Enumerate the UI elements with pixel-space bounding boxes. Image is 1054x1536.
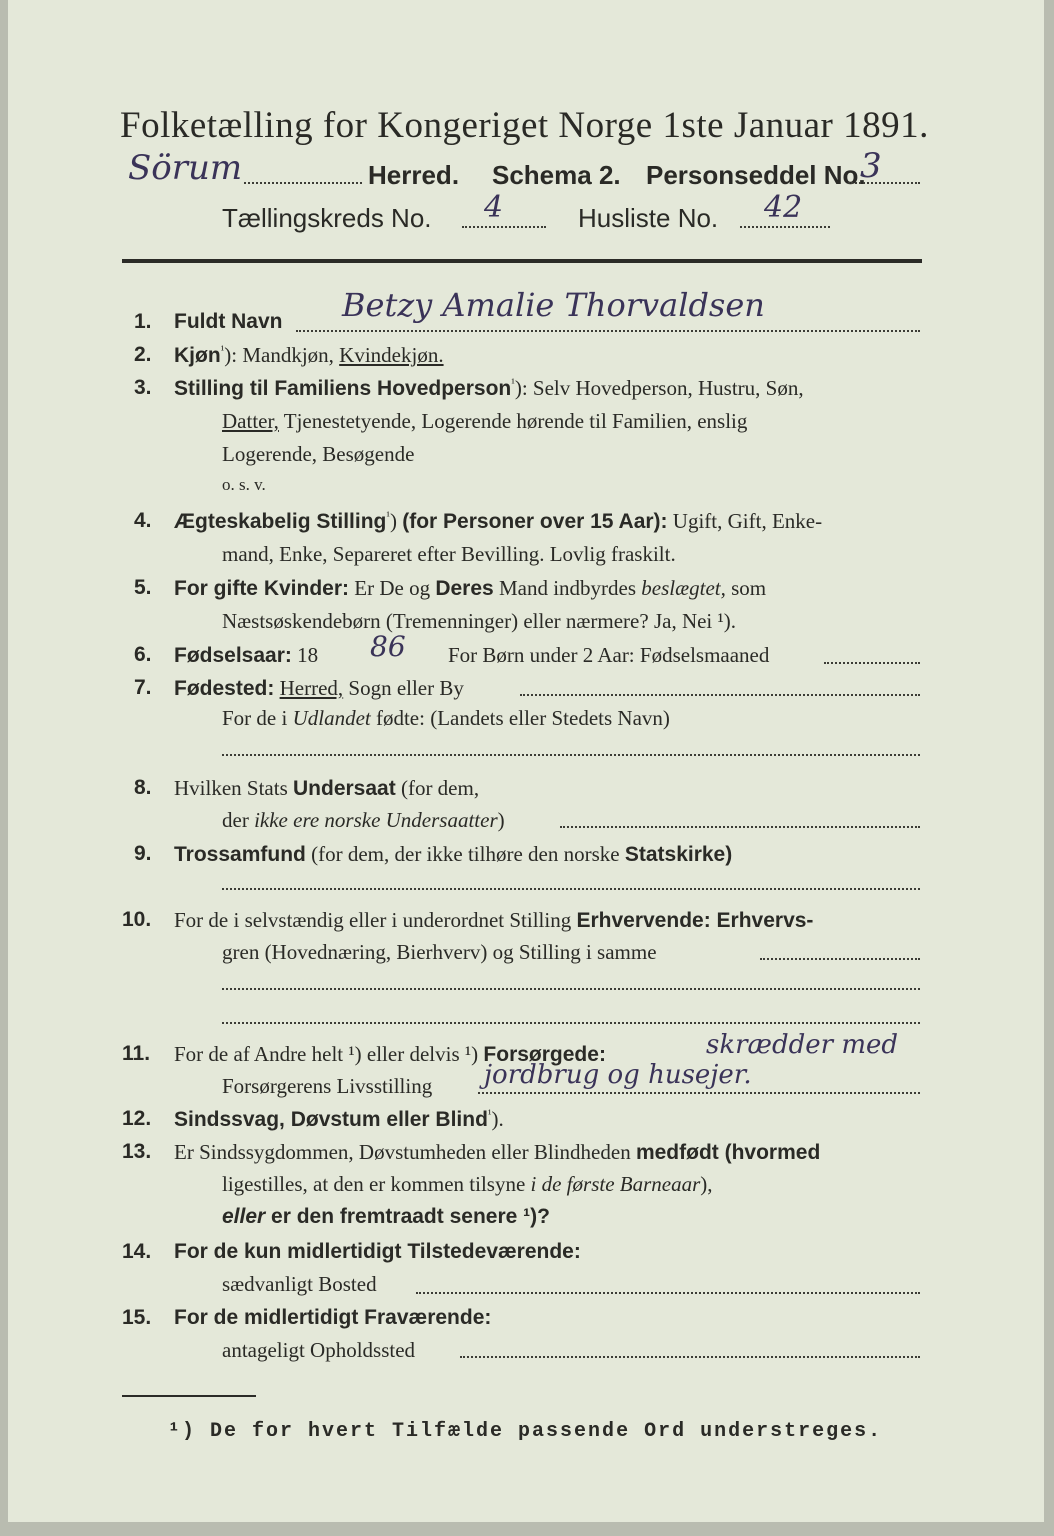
item-8-label-bold: Undersaat (293, 777, 396, 800)
item-4-label: Ægteskabelig Stilling (174, 510, 387, 533)
item-7-abroad-a: For de i (222, 706, 293, 730)
page-bottom-edge (0, 1522, 1054, 1536)
item-4-footnote-mark: ¹ (386, 509, 390, 523)
item-4-options-a: Ugift, Gift, Enke- (667, 509, 823, 533)
item-11-text-a: For de af Andre helt ¹) eller delvis ¹) (174, 1042, 484, 1066)
item-2-selected: Kvindekjøn. (339, 343, 444, 367)
item-5-text-c: Mand indbyrdes (493, 576, 642, 600)
item-14-dotted-line (416, 1292, 920, 1294)
item-8-text: (for dem, (395, 776, 480, 800)
kreds-dotted-line (462, 226, 546, 228)
item-14-number: 14. (122, 1240, 152, 1263)
kreds-label: Tællingskreds No. (222, 203, 432, 233)
item-9-label: Trossamfund (174, 843, 306, 866)
herred-label: Herred. (368, 160, 460, 190)
item-7-line-1 (174, 676, 464, 701)
item-15-label: For de midlertidigt Fraværende: (174, 1306, 492, 1329)
item-13-text-d: i de første Barneaar (530, 1172, 701, 1196)
item-7-answer-line (222, 754, 920, 756)
item-9-text: (for dem, der ikke tilhøre den norske (305, 842, 625, 866)
item-7-abroad-c: fødte: (Landets eller Stedets Navn) (370, 706, 670, 730)
husliste-dotted-line (740, 226, 830, 228)
item-13-text-g: er den fremtraadt senere ¹)? (265, 1205, 550, 1228)
item-10-dotted-line (760, 958, 920, 960)
item-2-text (174, 343, 444, 368)
birth-year-value: 86 (370, 630, 406, 663)
item-10-text-b: Erhvervende: Erhvervs- (576, 909, 814, 932)
item-7-dotted-line (520, 694, 920, 696)
item-3-line-1 (174, 376, 804, 401)
item-4-condition: (for Personer over 15 Aar): (402, 510, 668, 533)
item-10-line-2: gren (Hovednæring, Bierhverv) og Stilling i samme (222, 940, 657, 964)
item-9-text-b: Statskirke) (624, 843, 733, 866)
item-3-line-4: o. s. v. (222, 475, 266, 494)
item-4-paren: ) (389, 509, 403, 533)
item-15-number: 15. (122, 1306, 152, 1329)
item-10-line-1 (174, 908, 813, 933)
item-15-dotted-line (460, 1356, 920, 1358)
item-9-answer-line (222, 888, 920, 890)
item-10-answer-line-1 (222, 988, 920, 990)
item-3-line-3: Logerende, Besøgende (222, 442, 415, 466)
item-6-line-1 (174, 643, 318, 668)
form-title: Folketælling for Kongeriget Norge 1ste Januar 1891. (120, 105, 929, 146)
item-10-answer-line-2 (222, 1022, 920, 1024)
herred-value: Sörum (128, 148, 243, 188)
item-13-text-c: ligestilles, at den er kommen tilsyne (222, 1172, 531, 1196)
item-12-tail: ). (491, 1107, 504, 1131)
personseddel-label: Personseddel No. (646, 160, 866, 190)
item-13-line-2 (222, 1172, 713, 1197)
item-3-footnote-mark: ¹ (511, 376, 515, 390)
item-12-line-1 (174, 1107, 504, 1132)
item-9-line-1 (174, 842, 732, 867)
item-6-dotted-line (824, 662, 920, 664)
item-13-line-3 (222, 1205, 550, 1229)
item-7-label: Fødested: (174, 677, 275, 700)
item-8-dotted-line (560, 826, 920, 828)
husliste-label: Husliste No. (578, 203, 719, 233)
item-12-label: Sindssvag, Døvstum eller Blind (174, 1108, 488, 1131)
item-3-options-a: ): Selv Hovedperson, Hustru, Søn, (514, 376, 804, 400)
item-8-text-c: ) (497, 808, 505, 832)
item-5-number: 5. (134, 576, 152, 599)
item-13-text-f: eller (222, 1205, 266, 1228)
item-7-line-2 (222, 706, 670, 731)
item-7-number: 7. (134, 676, 152, 699)
item-2-footnote-mark: ¹ (220, 343, 225, 357)
item-7-abroad-b: Udlandet (292, 706, 371, 730)
item-13-text-a: Er Sindssygdommen, Døvstumheden eller Blindheden (174, 1140, 636, 1164)
page-right-edge (1044, 0, 1054, 1536)
schema-label: Schema 2. (492, 160, 621, 190)
item-4-line-1 (174, 509, 822, 534)
item-8-text-a: der (222, 808, 255, 832)
item-5-text-d: beslægtet, (641, 576, 726, 600)
header-divider (122, 259, 922, 263)
item-5-label: For gifte Kvinder: (174, 577, 350, 600)
personseddel-value: 3 (860, 146, 882, 186)
item-8-text-b: ikke ere norske Undersaatter (254, 808, 498, 832)
item-3-line-2 (222, 409, 747, 434)
item-13-text-e: ), (700, 1172, 713, 1196)
item-14-line-2: sædvanligt Bosted (222, 1272, 377, 1296)
item-11-value-1: skrædder med (706, 1030, 899, 1060)
item-10-text-a: For de i selvstændig eller i underordnet Stilling (174, 908, 577, 932)
item-3-label: Stilling til Familiens Hovedperson (174, 377, 512, 400)
item-4-line-2: mand, Enke, Separeret efter Bevilling. Lovlig fraskilt. (222, 542, 676, 566)
item-5-text-a: Er De og (349, 576, 436, 600)
item-12-number: 12. (122, 1107, 152, 1130)
item-12-footnote-mark: ¹ (487, 1107, 492, 1121)
item-3-number: 3. (134, 376, 152, 399)
item-3-options-b: Tjenestetyende, Logerende hørende til Familien, enslig (278, 409, 748, 433)
item-8-line-1 (174, 776, 479, 801)
item-2-number: 2. (134, 343, 152, 366)
item-6-birth-month-label: For Børn under 2 Aar: Fødselsmaaned (448, 643, 770, 667)
item-13-line-1 (174, 1140, 820, 1165)
item-5-text-b: Deres (435, 577, 494, 600)
item-7-options: Sogn eller By (343, 676, 464, 700)
item-5-line-2: Næstsøskendebørn (Tremenninger) eller nærmere? Ja, Nei ¹). (222, 609, 737, 633)
item-3-selected: Datter, (222, 409, 279, 433)
item-8-line-2 (222, 808, 505, 833)
item-6-number: 6. (134, 643, 152, 666)
item-11-number: 11. (122, 1042, 151, 1065)
husliste-value: 42 (764, 190, 803, 225)
footnote-rule (122, 1395, 256, 1397)
item-2-label: Kjøn (174, 344, 221, 367)
item-9-number: 9. (134, 842, 152, 865)
item-14-label: For de kun midlertidigt Tilstedeværende: (174, 1240, 581, 1263)
item-13-number: 13. (122, 1140, 152, 1163)
item-15-line-2: antageligt Opholdssted (222, 1338, 416, 1362)
item-8-label: Hvilken Stats (174, 776, 288, 800)
item-1-label: Fuldt Navn (174, 310, 283, 333)
item-5-line-1 (174, 576, 766, 601)
item-2-options: ): Mandkjøn, (224, 343, 340, 367)
item-6-year-prefix: 18 (291, 643, 319, 667)
item-8-number: 8. (134, 776, 152, 799)
item-7-selected: Herred, (279, 676, 344, 700)
item-5-text-e: som (725, 576, 767, 600)
item-11-value-2: jordbrug og husejer. (484, 1060, 752, 1090)
item-6-label: Fødselsaar: (174, 644, 292, 667)
item-11-line-2: Forsørgerens Livsstilling (222, 1074, 433, 1098)
item-11-text-b: Forsørgede: (483, 1043, 606, 1066)
item-4-number: 4. (134, 509, 152, 532)
personseddel-dotted-line (848, 182, 920, 184)
herred-dotted-line (244, 182, 362, 184)
item-11-dotted-line (478, 1092, 920, 1094)
item-13-text-b: medfødt (hvormed (635, 1141, 821, 1164)
item-10-number: 10. (122, 908, 152, 931)
page-left-edge (0, 0, 8, 1536)
full-name-value: Betzy Amalie Thorvaldsen (342, 286, 765, 324)
item-1-dotted-line (296, 330, 920, 332)
item-1-number: 1. (134, 310, 152, 333)
footnote-text: ¹) De for hvert Tilfælde passende Ord understreges. (168, 1420, 883, 1443)
kreds-value: 4 (484, 190, 504, 225)
